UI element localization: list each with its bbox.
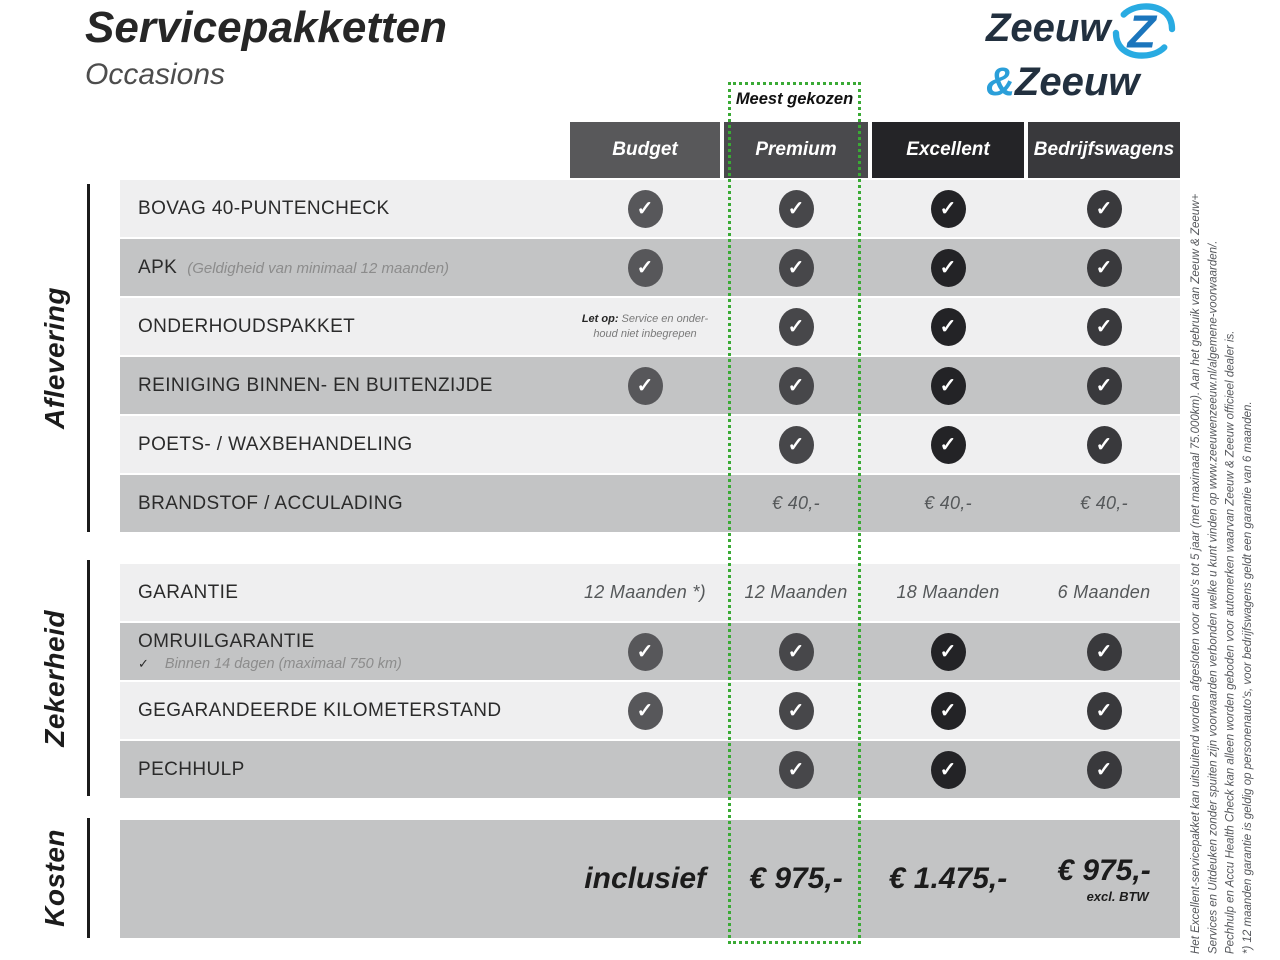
table-cell [570,180,720,237]
check-icon: ✓ [1087,426,1122,464]
cell-value: 12 Maanden [744,582,848,602]
table-row [120,741,1180,798]
table-cell [570,623,720,680]
check-icon: ✓ [628,367,663,405]
table-row [120,564,1180,621]
section-label-text: Zekerheid [39,609,70,747]
table-cell [872,357,1024,414]
table-cell [872,475,1024,532]
table-row [120,475,1180,532]
cell-value: 12 Maanden *) [584,582,706,602]
svg-text:Z: Z [1128,5,1157,58]
column-header-label: Premium [755,139,837,160]
fine-print-line: Het Excellent-servicepakket kan uitsluitend worden afgesloten voor auto's tot 5 jaar (met maximaal 75.000km). Aan het gebruik van Zeeuw & Zeeuw+ [1190,193,1202,954]
kosten-cell-excellent [872,820,1024,938]
table-row [120,357,1180,414]
check-icon: ✓ [628,190,663,228]
table-cell [872,564,1024,621]
legal-fine-print-lines [1188,92,1257,954]
column-header-row [120,122,1180,178]
logo-line1 [986,5,1176,60]
section-label-zekerheid [26,560,84,796]
check-icon: ✓ [1087,190,1122,228]
table-cell [1028,475,1180,532]
aflevering-rows [120,180,1180,534]
kosten-cell-premium [724,820,868,938]
z-swoosh-icon [1112,2,1176,60]
column-header-bedrijfswagens [1028,122,1180,178]
row-label: BRANDSTOF / ACCULADING [138,492,403,514]
table-cell [724,682,868,739]
table-cell [872,416,1024,473]
row-label: REINIGING BINNEN- EN BUITENZIJDE [138,374,493,396]
column-header-label: Excellent [906,139,990,160]
logo-text-zeeuw2: Zeeuw [1014,60,1140,104]
check-icon: ✓ [138,656,149,671]
column-header-label: Bedrijfswagens [1033,139,1175,160]
fine-print-line: Services en Uitdeuken zonder spuiten zijn voorwaarden verbonden welke u kunt vinden op www.zeeuwenzeeuw.nl/algemene-voorwaarden/. [1207,240,1220,954]
table-cell [724,475,868,532]
table-cell [570,298,720,355]
zekerheid-rows [120,564,1180,800]
table-cell [872,623,1024,680]
table-cell [872,180,1024,237]
check-icon: ✓ [931,308,966,346]
cell-value: € 40,- [1080,493,1128,513]
table-cell [724,416,868,473]
check-icon: ✓ [1087,308,1122,346]
cell-value: 18 Maanden [896,582,1000,602]
row-inline-note: (Geldigheid van minimaal 12 maanden) [187,259,450,277]
section-label-text: Kosten [39,829,70,927]
kosten-value: inclusief [584,862,706,895]
check-icon: ✓ [931,633,966,671]
table-row [120,298,1180,355]
column-header-budget [570,122,720,178]
check-icon: ✓ [931,249,966,287]
table-cell [1028,682,1180,739]
table-cell [724,564,868,621]
table-cell [1028,180,1180,237]
check-icon: ✓ [779,249,814,287]
kosten-value-stack [1057,854,1150,904]
table-row [120,623,1180,680]
kosten-row [120,820,1180,938]
table-row [120,416,1180,473]
logo-line2 [986,62,1176,102]
cell-value: € 40,- [772,493,820,513]
table-cell [724,239,868,296]
table-cell [1028,239,1180,296]
cell-note: Let op: Service en onder- houd niet inbegrepen [581,313,709,340]
check-icon: ✓ [779,633,814,671]
table-cell [1028,564,1180,621]
check-icon: ✓ [931,692,966,730]
table-cell [570,357,720,414]
check-icon: ✓ [1087,367,1122,405]
meest-gekozen-label: Meest gekozen [735,90,854,108]
page-title: Servicepakketten [85,3,447,52]
row-label: BOVAG 40-PUNTENCHECK [138,197,390,219]
check-icon: ✓ [779,692,814,730]
check-icon: ✓ [1087,633,1122,671]
table-cell [570,475,720,532]
table-cell [724,623,868,680]
table-cell [570,564,720,621]
table-cell [724,298,868,355]
section-divider-line [87,560,90,796]
table-cell [872,239,1024,296]
kosten-value: € 975,- [1057,854,1151,887]
section-divider-line [87,184,90,532]
row-label: OMRUILGARANTIE ✓ Binnen 14 dagen (maximaal 750 km) [138,631,402,672]
table-cell [724,357,868,414]
section-label-text: Aflevering [39,287,70,429]
row-label: ONDERHOUDSPAKKET [138,315,356,337]
table-cell [570,682,720,739]
fine-print-line: Pechhulp en Accu Health Check kan alleen worden geboden voor automerken waarvan Zeeuw & Zeeuw officieel dealer is. [1224,330,1237,954]
cell-value: 6 Maanden [1057,582,1151,602]
check-icon: ✓ [779,308,814,346]
check-icon: ✓ [779,367,814,405]
cell-value: € 40,- [924,493,972,513]
check-icon: ✓ [779,751,814,789]
row-label: GEGARANDEERDE KILOMETERSTAND [138,699,502,721]
check-icon: ✓ [1087,692,1122,730]
row-label: APK (Geldigheid van minimaal 12 maanden) [138,256,450,278]
table-cell [724,741,868,798]
table-cell [570,416,720,473]
row-subline: ✓ Binnen 14 dagen (maximaal 750 km) [138,656,402,672]
title-block [85,4,447,92]
table-row [120,239,1180,296]
check-icon: ✓ [931,190,966,228]
table-cell [1028,623,1180,680]
logo-ampersand: & [986,60,1015,104]
section-label-kosten [26,818,84,938]
section-label-aflevering [26,184,84,532]
table-cell [570,239,720,296]
kosten-cell-budget [570,820,720,938]
check-icon: ✓ [931,426,966,464]
table-cell [872,298,1024,355]
column-header-excellent [872,122,1024,178]
check-icon: ✓ [779,426,814,464]
legal-fine-print [1188,92,1258,954]
section-divider-line [87,818,90,938]
table-cell [1028,357,1180,414]
check-icon: ✓ [628,633,663,671]
check-icon: ✓ [931,751,966,789]
table-cell [1028,741,1180,798]
table-cell [570,741,720,798]
column-header-premium [724,122,868,178]
kosten-value: € 1.475,- [888,862,1008,895]
row-label: POETS- / WAXBEHANDELING [138,433,413,455]
column-header-label: Budget [612,139,678,160]
page-subtitle: Occasions [85,58,226,92]
table-cell [872,741,1024,798]
check-icon: ✓ [1087,751,1122,789]
check-icon: ✓ [931,367,966,405]
table-cell [872,682,1024,739]
table-cell [1028,416,1180,473]
kosten-cell-bedrijfswagens [1028,820,1180,938]
zeeuw-zeeuw-logo [986,5,1176,104]
fine-print-line: *) 12 maanden garantie is geldig op personenauto's, voor bedrijfswagens geldt een garantie van 6 maanden. [1241,401,1254,954]
table-cell [724,180,868,237]
kosten-value: € 975,- [749,862,843,895]
row-label: PECHHULP [138,758,245,780]
table-row [120,180,1180,237]
check-icon: ✓ [779,190,814,228]
logo-text-zeeuw: Zeeuw [986,6,1111,50]
row-label: GARANTIE [138,581,239,603]
kosten-btw-note: excl. BTW [1086,889,1149,904]
check-icon: ✓ [628,692,663,730]
table-row [120,682,1180,739]
table-cell [1028,298,1180,355]
check-icon: ✓ [628,249,663,287]
check-icon: ✓ [1087,249,1122,287]
